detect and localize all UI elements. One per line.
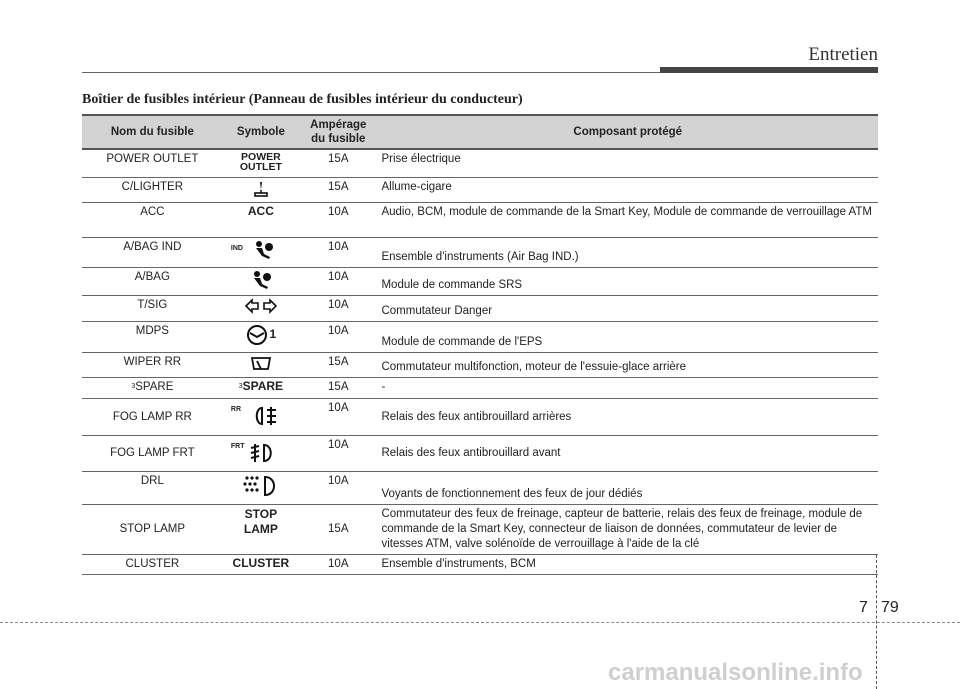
fuse-amp: 15A [299, 378, 377, 399]
rr-label: RR [230, 406, 242, 413]
table-row [82, 555, 878, 575]
symbol-cell [223, 296, 299, 322]
fuse-name: POWER OUTLET [82, 149, 223, 178]
fuse-component: - [377, 378, 878, 399]
fuse-amp: 15A [299, 353, 377, 378]
fuse-component: Relais des feux antibrouillard arrières [377, 399, 878, 436]
cluster-symbol: CLUSTER [232, 556, 290, 570]
col-header-name: Nom du fusible [82, 115, 223, 149]
table-row [82, 149, 878, 178]
symbol-cell [223, 436, 299, 472]
fuse-name: MDPS [82, 322, 223, 353]
symbol-cell [223, 555, 299, 575]
spare-sup: 3 [131, 383, 136, 390]
table-row [82, 436, 878, 472]
table-row [82, 203, 878, 238]
table-row [82, 322, 878, 353]
fuse-table [82, 114, 878, 575]
airbag-indicator-icon [251, 240, 275, 260]
fog-rr-symbol [229, 401, 293, 427]
fuse-name: CLUSTER [82, 555, 223, 575]
stop-lamp-symbol: STOP LAMP [243, 507, 278, 536]
header-rule [82, 72, 662, 73]
rear-fog-icon [251, 405, 279, 427]
fuse-component: Commutateur multifonction, moteur de l'essuie-glace arrière [377, 353, 878, 378]
fuse-amp: 15A [299, 505, 377, 555]
table-row [82, 472, 878, 505]
fuse-name: WIPER RR [82, 353, 223, 378]
table-title: Boîtier de fusibles intérieur (Panneau de fusibles intérieur du conducteur) [82, 92, 523, 107]
table-row [82, 178, 878, 203]
symbol-cell [223, 322, 299, 353]
fuse-component: Ensemble d'instruments (Air Bag IND.) [377, 238, 878, 268]
symbol-cell [223, 203, 299, 238]
front-fog-icon [249, 442, 277, 464]
footer-rule [0, 622, 960, 623]
turn-signal-icon [244, 298, 278, 314]
fuse-name: DRL [82, 472, 223, 505]
fuse-amp: 10A [299, 268, 377, 296]
chapter-number: 7 [859, 599, 868, 616]
fuse-name: FOG LAMP FRT [82, 436, 223, 472]
fuse-name [82, 378, 223, 399]
power-outlet-symbol: POWER OUTLET [239, 151, 282, 173]
symbol-cell [223, 399, 299, 436]
table-header-row [82, 115, 878, 149]
fuse-name: ACC [82, 203, 223, 238]
fuse-component: Module de commande SRS [377, 268, 878, 296]
page-number: 79 [881, 599, 899, 616]
table-row [82, 238, 878, 268]
spare-symbol-sup: 3 [238, 383, 243, 390]
symbol-cell [223, 505, 299, 555]
col-header-symbol: Symbole [223, 115, 299, 149]
table-row [82, 296, 878, 322]
fuse-amp: 10A [299, 436, 377, 472]
table-row [82, 399, 878, 436]
fuse-component: Commutateur Danger [377, 296, 878, 322]
watermark: carmanualsonline.info [608, 659, 863, 686]
section-title: Entretien [808, 44, 878, 65]
fuse-amp: 10A [299, 555, 377, 575]
col-header-amperage: Ampérage du fusible [299, 115, 377, 149]
symbol-cell [223, 238, 299, 268]
fuse-component: Commutateur des feux de freinage, capteur de batterie, relais des feux de freinage, module de commande de la Smart Key, connecteur de liaison de données, commutateur de levier de vitesses ATM, valve solénoïde de verrouillage à l'aide de la clé [377, 505, 878, 555]
fuse-name: FOG LAMP RR [82, 399, 223, 436]
mdps-number: 1 [269, 327, 277, 342]
fuse-name: A/BAG [82, 268, 223, 296]
symbol-cell [223, 472, 299, 505]
fuse-amp: 10A [299, 296, 377, 322]
symbol-cell [223, 378, 299, 399]
fuse-name: STOP LAMP [82, 505, 223, 555]
fuse-name: T/SIG [82, 296, 223, 322]
table-row [82, 353, 878, 378]
steering-wheel-icon [246, 324, 270, 346]
symbol-cell [223, 353, 299, 378]
footer-divider [876, 555, 877, 689]
fuse-component: Relais des feux antibrouillard avant [377, 436, 878, 472]
acc-symbol: ACC [247, 204, 274, 218]
frt-label: FRT [230, 443, 245, 450]
fuse-component: Allume-cigare [377, 178, 878, 203]
cigar-lighter-icon [251, 180, 271, 200]
fuse-amp: 10A [299, 399, 377, 436]
rear-wiper-icon [249, 355, 273, 373]
fuse-component: Audio, BCM, module de commande de la Smart Key, Module de commande de verrouillage ATM [377, 203, 878, 238]
header-rule-thick [660, 67, 878, 73]
fuse-amp: 10A [299, 322, 377, 353]
fuse-amp: 15A [299, 149, 377, 178]
ind-label: IND [230, 245, 243, 252]
airbag-icon [249, 270, 273, 290]
symbol-cell [223, 178, 299, 203]
col-header-component: Composant protégé [377, 115, 878, 149]
symbol-cell [223, 268, 299, 296]
fuse-amp: 10A [299, 472, 377, 505]
fuse-amp: 10A [299, 238, 377, 268]
fuse-component: Ensemble d'instruments, BCM [377, 555, 878, 575]
drl-icon [241, 474, 281, 498]
fuse-amp: 15A [299, 178, 377, 203]
spare-name: SPARE [135, 381, 174, 393]
fuse-amp: 10A [299, 203, 377, 238]
symbol-cell [223, 149, 299, 178]
fuse-name: A/BAG IND [82, 238, 223, 268]
fuse-component: Voyants de fonctionnement des feux de jour dédiés [377, 472, 878, 505]
table-row [82, 505, 878, 555]
fuse-component: Module de commande de l'EPS [377, 322, 878, 353]
fuse-name: C/LIGHTER [82, 178, 223, 203]
spare-symbol: SPARE [242, 379, 284, 393]
table-row [82, 268, 878, 296]
fog-frt-symbol [229, 438, 293, 464]
table-row [82, 378, 878, 399]
airbag-ind-symbol [229, 240, 293, 260]
fuse-component: Prise électrique [377, 149, 878, 178]
